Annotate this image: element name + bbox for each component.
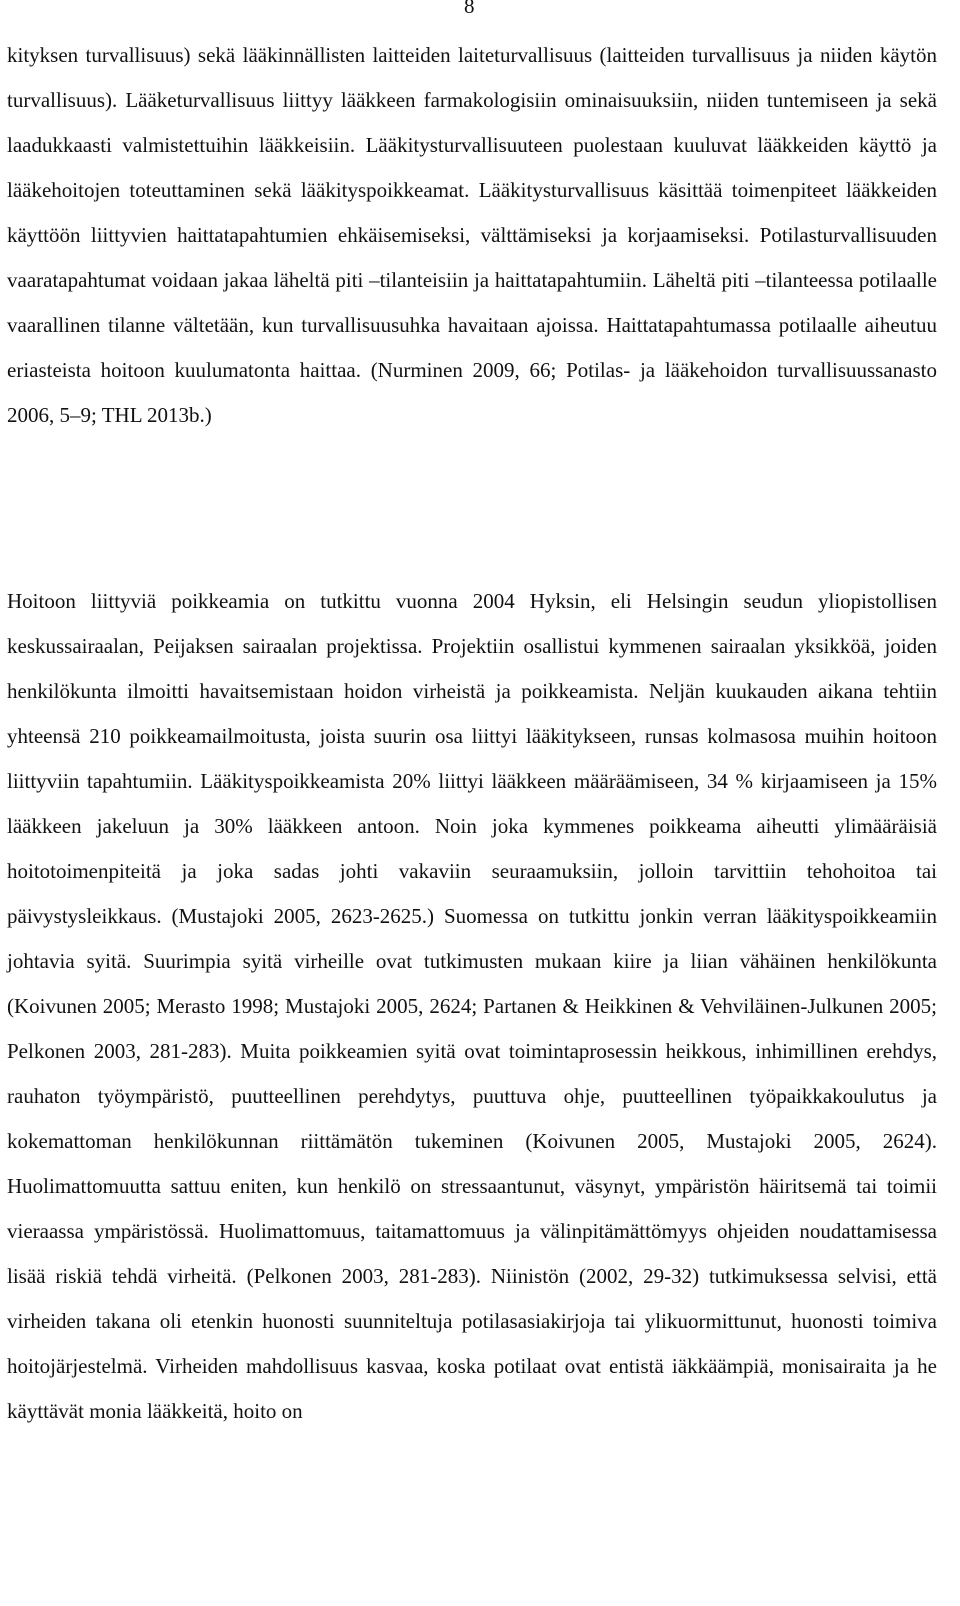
page-number: 8 xyxy=(464,0,475,18)
paragraph-1: kityksen turvallisuus) sekä lääkinnällisten laitteiden laiteturvallisuus (laitteiden turvallisuus ja niiden käytön turvallisuus). Lääketurvallisuus liittyy lääkkeen farmakologisiin ominaisuuksiin, niiden tuntemiseen ja sekä laadukkaasti valmistettuihin lääkkeisiin. Lääkitysturvallisuuteen puolestaan kuuluvat lääkkeiden käyttö ja lääkehoitojen toteuttaminen sekä lääkityspoikkeamat. Lääkitysturvallisuus käsittää toimenpiteet lääkkeiden käyttöön liittyvien haittatapahtumien ehkäisemiseksi, välttämiseksi ja korjaamiseksi. Potilasturvallisuuden vaaratapahtumat voidaan jakaa läheltä piti –tilanteisiin ja haittatapahtumiin. Läheltä piti –tilanteessa potilaalle vaarallinen tilanne vältetään, kun turvallisuusuhka havaitaan ajoissa. Haittatapahtumassa potilaalle aiheutuu eriasteista hoitoon kuulumatonta haittaa. (Nurminen 2009, 66; Potilas- ja lääkehoidon turvallisuussanasto 2006, 5–9; THL 2013b.) xyxy=(7,43,937,427)
paragraph-2: Hoitoon liittyviä poikkeamia on tutkittu vuonna 2004 Hyksin, eli Helsingin seudun yliopistollisen keskussairaalan, Peijaksen sairaalan projektissa. Projektiin osallistui kymmenen sairaalan yksikköä, joiden henkilökunta ilmoitti havaitsemistaan hoidon virheistä ja poikkeamista. Neljän kuukauden aikana tehtiin yhteensä 210 poikkeamailmoitusta, joista suurin osa liittyi lääkitykseen, runsas kolmasosa muihin hoitoon liittyviin tapahtumiin. Lääkityspoikkeamista 20% liittyi lääkkeen määräämiseen, 34 % kirjaamiseen ja 15% lääkkeen jakeluun ja 30% lääkkeen antoon. Noin joka kymmenes poikkeama aiheutti ylimääräisiä hoitotoimenpiteitä ja joka sadas johti vakaviin seuraamuksiin, jolloin tarvittiin tehohoitoa tai päivystysleikkaus. (Mustajoki 2005, 2623-2625.) Suomessa on tutkittu jonkin verran lääkityspoikkeamiin johtavia syitä. Suurimpia syitä virheille ovat tutkimusten mukaan kiire ja liian vähäinen henkilökunta (Koivunen 2005; Merasto 1998; Mustajoki 2005, 2624; Partanen & Heikkinen & Vehviläinen-Julkunen 2005; Pelkonen 2003, 281-283). Muita poikkeamien syitä ovat toimintaprosessin heikkous, inhimillinen erehdys, rauhaton työympäristö, puutteellinen perehdytys, puuttuva ohje, puutteellinen työpaikkakoulutus ja kokemattoman henkilökunnan riittämätön tukeminen (Koivunen 2005, Mustajoki 2005, 2624). Huolimattomuutta sattuu eniten, kun henkilö on stressaantunut, väsynyt, ympäristön häiritsemä tai toimii vieraassa ympäristössä. Huolimattomuus, taitamattomuus ja välinpitämättömyys ohjeiden noudattamisessa lisää riskiä tehdä virheitä. (Pelkonen 2003, 281-283). Niinistön (2002, 29-32) tutkimuksessa selvisi, että virheiden takana oli etenkin huonosti suunniteltuja potilasasiakirjoja tai ylikuormittunut, huonosti toimiva hoitojärjestelmä. Virheiden mahdollisuus kasvaa, koska potilaat ovat entistä iäkkäämpiä, monisairaita ja he käyttävät monia lääkkeitä, hoito on xyxy=(7,589,937,1423)
